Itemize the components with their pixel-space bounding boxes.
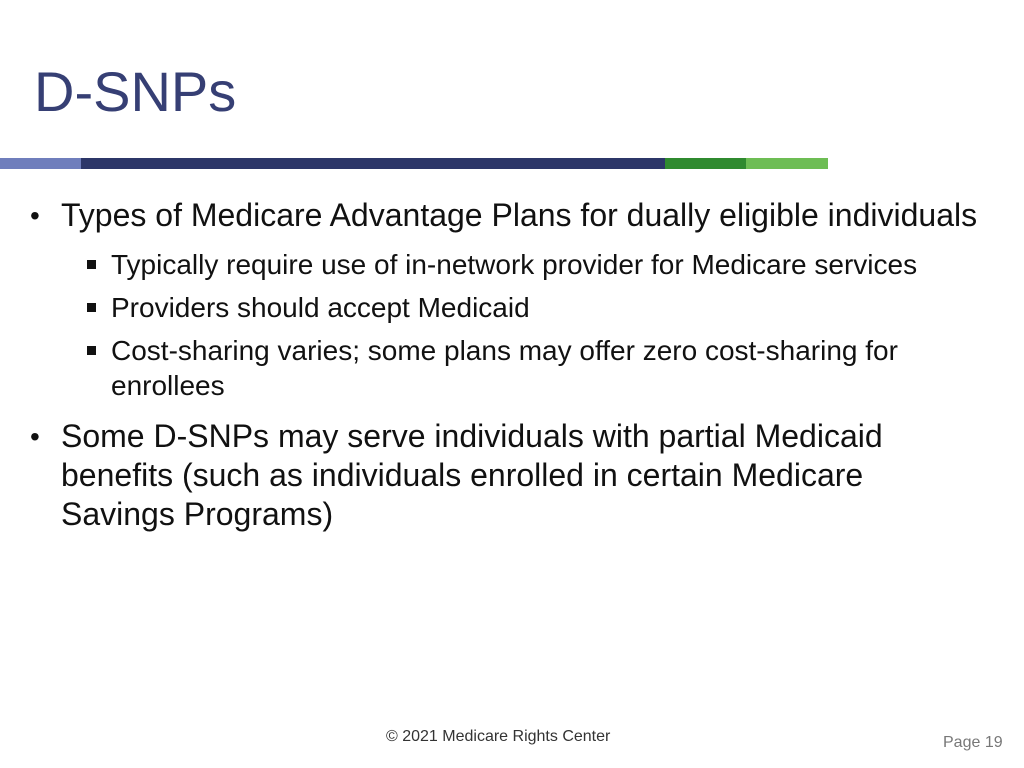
page-number: Page 19 bbox=[943, 734, 1003, 751]
sub-bullet-item bbox=[87, 290, 941, 325]
sub-bullet-item bbox=[87, 247, 941, 282]
bullet-dot-icon: • bbox=[30, 200, 40, 231]
divider-segment-light-blue bbox=[0, 158, 81, 169]
bullet-text: Types of Medicare Advantage Plans for dually eligible individuals bbox=[61, 197, 978, 233]
title-divider-bar bbox=[0, 158, 828, 169]
square-bullet-icon bbox=[87, 303, 96, 312]
footer-copyright: © 2021 Medicare Rights Center bbox=[386, 728, 611, 745]
sub-bullet-list bbox=[87, 247, 980, 403]
divider-segment-navy bbox=[81, 158, 665, 169]
slide-content bbox=[30, 196, 980, 534]
sub-bullet-text: Cost-sharing varies; some plans may offer zero cost-sharing for enrollees bbox=[111, 335, 898, 401]
bullet-dot-icon: • bbox=[30, 421, 40, 452]
square-bullet-icon bbox=[87, 346, 96, 355]
bullet-item bbox=[30, 417, 980, 534]
sub-bullet-text: Providers should accept Medicaid bbox=[111, 292, 530, 323]
sub-bullet-item bbox=[87, 333, 941, 403]
bullet-item bbox=[30, 196, 980, 235]
sub-bullet-text: Typically require use of in-network provider for Medicare services bbox=[111, 249, 918, 280]
divider-segment-light-green bbox=[746, 158, 828, 169]
divider-segment-dark-green bbox=[665, 158, 746, 169]
bullet-text: Some D-SNPs may serve individuals with partial Medicaid benefits (such as individuals enrolled in certain Medicare Savings Programs) bbox=[61, 418, 883, 532]
slide-title: D-SNPs bbox=[34, 60, 237, 123]
square-bullet-icon bbox=[87, 260, 96, 269]
